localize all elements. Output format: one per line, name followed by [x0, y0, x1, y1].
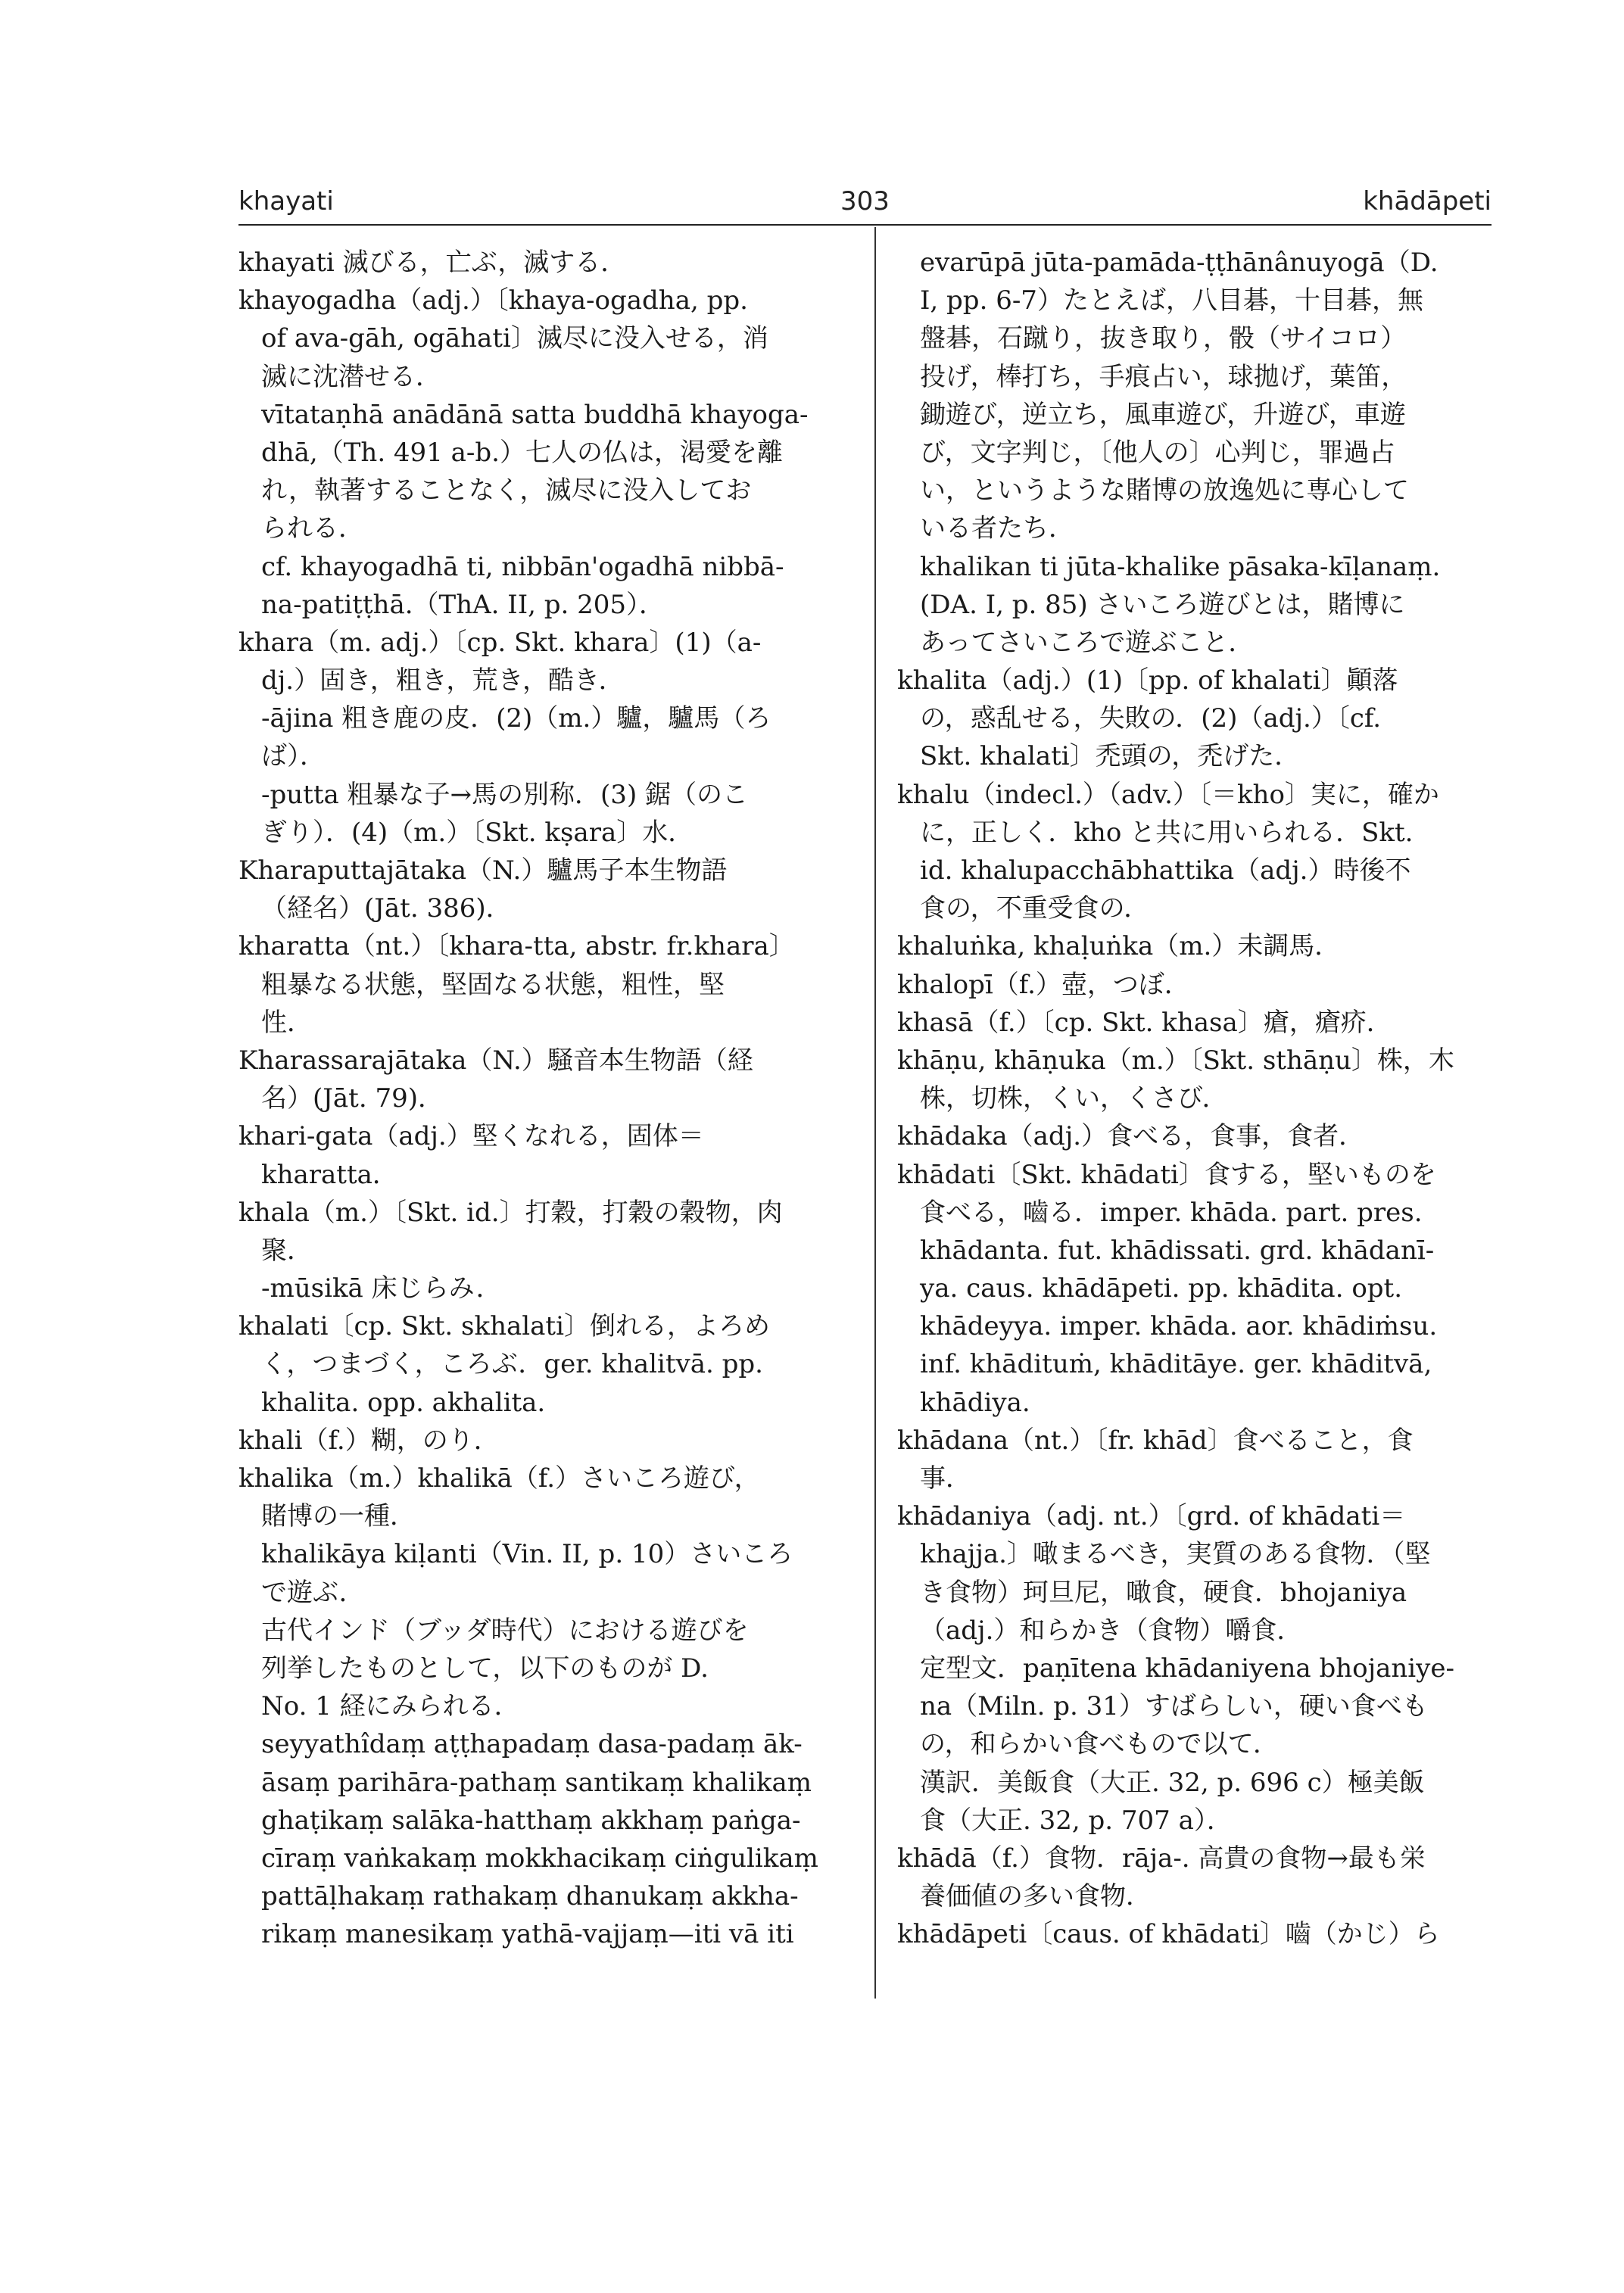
text-line: khalikāya kiḷanti（Vin. II, p. 10）さいころ — [261, 1539, 793, 1570]
text-line: -putta 粗暴な子→馬の別称．(3) 鋸（のこ — [261, 779, 749, 810]
text-line: の，惑乱せる，失敗の．(2)（adj.）〔cf. — [920, 703, 1382, 734]
text-line: khalikan ti jūta-khalike pāsaka-kīḷanaṃ. — [920, 551, 1441, 582]
text-line: khajja.〕噉まるべき，実質のある食物．（堅 — [920, 1539, 1431, 1570]
text-line: ぎり）．(4)（m.）〔Skt. kṣara〕水． — [261, 817, 694, 848]
text-line: れ，執著することなく，滅尽に没入してお — [261, 475, 752, 506]
text-line: khayati 滅びる，亡ぶ，滅する． — [238, 248, 627, 278]
text-line: khādaniya（adj. nt.）〔grd. of khādati＝ — [897, 1501, 1406, 1532]
text-line: khalopī（f.）壺，つぼ． — [897, 969, 1190, 1000]
text-line: khādana（nt.）〔fr. khād〕食べること，食 — [897, 1425, 1414, 1456]
text-line: khari-gata（adj.）堅くなれる，固体＝ — [238, 1121, 704, 1152]
text-line: khalika（m.）khalikā（f.）さいころ遊び， — [238, 1463, 760, 1494]
left-column — [238, 244, 844, 1992]
text-line: khara（m. adj.）〔cp. Skt. khara〕(1)（a- — [238, 627, 762, 658]
text-line: khalita（adj.）(1)〔pp. of khalati〕顚落 — [897, 665, 1398, 696]
text-line: khādiya. — [920, 1387, 1030, 1418]
text-line: 列挙したものとして，以下のものが D. — [261, 1653, 709, 1684]
text-line: Kharaputtajātaka（N.）驢馬子本生物語 — [238, 855, 728, 886]
text-line: いる者たち． — [920, 513, 1074, 544]
header-left-word: khayati — [238, 186, 334, 217]
text-line: 食の，不重受食の． — [920, 893, 1150, 924]
text-line: kharatta． — [261, 1159, 398, 1190]
text-line: of ava-gāh, ogāhati〕滅尽に没入せる，消 — [261, 323, 768, 354]
text-line: khādaka（adj.）食べる，食事，食者． — [897, 1121, 1365, 1152]
text-line: khāṇu, khāṇuka（m.）〔Skt. sthāṇu〕株，木 — [897, 1045, 1454, 1076]
text-line: pattāḷhakaṃ rathakaṃ dhanukaṃ akkha- — [261, 1881, 799, 1912]
text-line: 事． — [920, 1463, 971, 1494]
text-line: inf. khādituṁ, khāditāye. ger. khāditvā, — [920, 1349, 1432, 1380]
text-line: 定型文．paṇītena khādaniyena bhojaniye- — [920, 1653, 1454, 1684]
text-line: khalati〔cp. Skt. skhalati〕倒れる，よろめ — [238, 1311, 770, 1342]
text-line: 漢訳．美飯食（大正. 32, p. 696 c）極美飯 — [920, 1767, 1425, 1798]
text-line: na-patiṭṭhā.（ThA. II, p. 205）． — [261, 589, 665, 620]
text-line: evarūpā jūta-pamāda-ṭṭhānânuyogā（D. — [920, 248, 1439, 278]
text-line: Kharassarajātaka（N.）騒音本生物語（経 — [238, 1045, 753, 1076]
text-line: āsaṃ parihāra-pathaṃ santikaṃ khalikaṃ — [261, 1767, 812, 1798]
text-line: あってさいころで遊ぶこと． — [920, 627, 1255, 658]
text-line: 名）(Jāt. 79)． — [261, 1083, 444, 1114]
text-line: khasā（f.）〔cp. Skt. khasa〕瘡，瘡疥． — [897, 1007, 1392, 1038]
text-line: khalita. opp. akhalita. — [261, 1387, 546, 1418]
text-line: Skt. khalati〕禿頭の，禿げた． — [920, 741, 1301, 772]
text-line: khādāpeti〔caus. of khādati〕嚙（かじ）ら — [897, 1919, 1440, 1950]
text-line: の，和らかい食べもので以て． — [920, 1729, 1279, 1760]
page-number: 303 — [840, 186, 890, 217]
text-line: で遊ぶ． — [261, 1577, 365, 1608]
right-column — [897, 244, 1503, 1992]
text-line: ghaṭikaṃ salāka-hatthaṃ akkhaṃ paṅga- — [261, 1805, 801, 1836]
text-line: cīraṃ vaṅkakaṃ mokkhacikaṃ ciṅgulikaṃ — [261, 1843, 818, 1874]
text-line: khādā（f.）食物．rāja-. 高貴の食物→最も栄 — [897, 1843, 1426, 1874]
text-line: 鋤遊び，逆立ち，風車遊び，升遊び，車遊 — [920, 399, 1406, 430]
text-line: khali（f.）糊，のり． — [238, 1425, 500, 1456]
text-line: cf. khayogadhā ti, nibbān'ogadhā nibbā- — [261, 551, 784, 582]
text-line: id. khalupacchābhattika（adj.）時後不 — [920, 855, 1411, 886]
text-line: 滅に沈潜せる． — [261, 361, 441, 392]
text-line: （adj.）和らかき（食物）嚼食． — [920, 1615, 1303, 1646]
text-line: 株，切株，くい，くさび． — [920, 1083, 1228, 1114]
text-line: られる． — [261, 513, 364, 544]
text-line: dhā,（Th. 491 a-b.）七人の仏は，渇愛を離 — [261, 437, 783, 468]
text-line: ya. caus. khādāpeti. pp. khādita. opt. — [920, 1273, 1403, 1304]
text-line: khādeyya. imper. khāda. aor. khādiṁsu. — [920, 1311, 1438, 1342]
text-line: 盤碁，石蹴り，抜き取り，骰（サイコロ） — [920, 323, 1407, 354]
text-line: く，つまづく，ころぶ．ger. khalitvā. pp. — [261, 1349, 763, 1380]
text-line: (DA. I, p. 85) さいころ遊びとは，賭博に — [920, 589, 1405, 620]
column-divider — [874, 227, 876, 1999]
text-line: き食物）珂旦尼，噉食，硬食．bhojaniya — [920, 1577, 1407, 1608]
header-right-word: khādāpeti — [1363, 186, 1492, 217]
text-line: khādanta. fut. khādissati. grd. khādanī- — [920, 1235, 1435, 1266]
text-line: い，というような賭博の放逸処に専心して — [920, 475, 1409, 506]
text-line: kharatta（nt.）〔khara-tta, abstr. fr.khara〕 — [238, 931, 795, 962]
text-line: 聚． — [261, 1235, 313, 1266]
running-head — [238, 182, 1492, 226]
text-line: khādati〔Skt. khādati〕食する，堅いものを — [897, 1159, 1436, 1190]
text-line: -mūsikā 床じらみ． — [261, 1273, 502, 1304]
text-line: 古代インド（ブッダ時代）における遊びを — [261, 1615, 749, 1646]
text-line: na（Miln. p. 31）すばらしい，硬い食べも — [920, 1691, 1428, 1722]
text-line: rikaṃ manesikaṃ yathā-vajjaṃ—iti vā iti — [261, 1919, 794, 1950]
text-line: khayogadha（adj.）〔khaya-ogadha, pp. — [238, 285, 748, 316]
text-line: （経名）(Jāt. 386)． — [261, 893, 512, 924]
text-line: 食（大正. 32, p. 707 a）． — [920, 1805, 1233, 1836]
text-line: No. 1 経にみられる． — [261, 1691, 520, 1722]
text-line: vītataṇhā anādānā satta buddhā khayoga- — [261, 399, 809, 430]
text-line: び，文字判じ，〔他人の〕心判じ，罪過占 — [920, 437, 1395, 468]
text-line: 投げ，棒打ち，手痕占い，球拋げ，葉笛， — [920, 361, 1407, 392]
text-line: I, pp. 6-7）たとえば，八目碁，十目碁，無 — [920, 285, 1423, 316]
text-line: khaluṅka, khaḷuṅka（m.）未調馬． — [897, 931, 1341, 962]
text-line: dj.）固き，粗き，荒き，酷き． — [261, 665, 625, 696]
text-line: -ājina 粗き鹿の皮．(2)（m.）驢，驢馬（ろ — [261, 703, 771, 734]
text-line: ば）． — [261, 741, 326, 772]
text-line: 養価値の多い食物． — [920, 1881, 1152, 1912]
text-line: khala（m.）〔Skt. id.〕打穀，打穀の穀物，肉 — [238, 1197, 783, 1228]
text-line: に，正しく．kho と共に用いられる．Skt. — [920, 817, 1414, 848]
text-line: 賭博の一種． — [261, 1501, 416, 1532]
text-line: seyyathîdaṃ aṭṭhapadaṃ dasa-padaṃ āk- — [261, 1729, 803, 1760]
text-line: 食べる，嚙る．imper. khāda. part. pres. — [920, 1197, 1423, 1228]
text-line: 粗暴なる状態，堅固なる状態，粗性，堅 — [261, 969, 725, 1000]
text-line: 性． — [261, 1007, 313, 1038]
text-line: khalu（indecl.）（adv.）〔＝kho〕実に，確か — [897, 779, 1439, 810]
